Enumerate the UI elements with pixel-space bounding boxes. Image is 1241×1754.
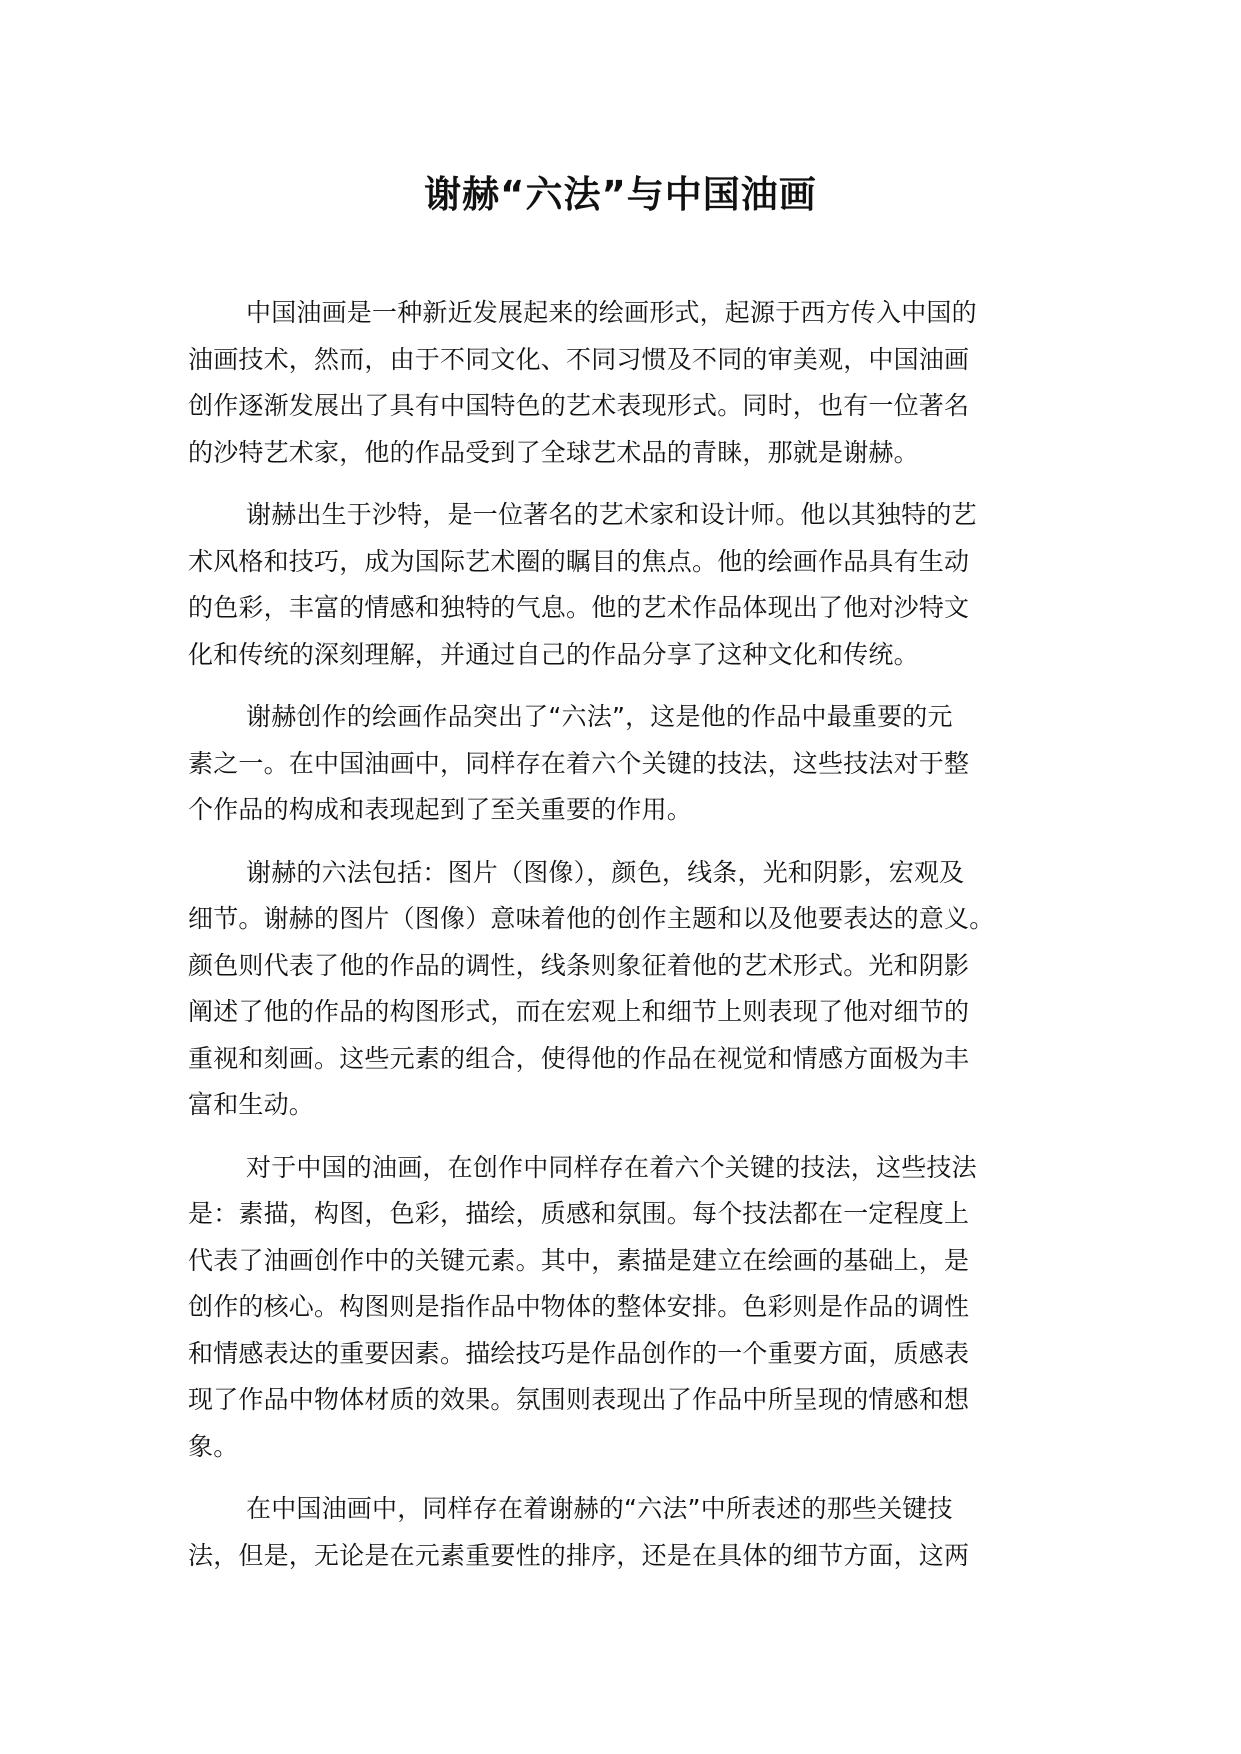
paragraph-line: 是：素描，构图，色彩，描绘，质感和氛围。每个技法都在一定程度上 [188,1199,970,1228]
paragraph-line: 阐述了他的作品的构图形式，而在宏观上和细节上则表现了他对细节的 [188,997,970,1026]
paragraph-line: 的色彩，丰富的情感和独特的气息。他的艺术作品体现出了他对沙特文 [188,593,970,622]
paragraph-line: 的沙特艺术家，他的作品受到了全球艺术品的青睐，那就是谢赫。 [188,437,919,467]
paragraph-line: 创作逐渐发展出了具有中国特色的艺术表现形式。同时，也有一位著名 [188,391,970,420]
paragraph [188,694,1068,834]
document-body [188,290,1068,1595]
paragraph-line: 创作的核心。构图则是指作品中物体的整体安排。色彩则是作品的调性 [188,1292,970,1321]
paragraph-line: 法，但是，无论是在元素重要性的排序，还是在具体的细节方面，这两 [188,1540,970,1570]
paragraph [188,492,1068,678]
paragraph-line: 素之一。在中国油画中，同样存在着六个关键的技法，这些技法对于整 [188,748,970,778]
paragraph-line: 和情感表达的重要因素。描绘技巧是作品创作的一个重要方面，质感表 [188,1338,970,1368]
paragraph-line: 象。 [188,1431,239,1461]
paragraph [188,850,1068,1129]
paragraph [188,290,1068,476]
document-title: 谢赫“六法”与中国油画 [424,173,817,216]
paragraph-line: 油画技术，然而，由于不同文化、不同习惯及不同的审美观，中国油画 [188,344,970,374]
paragraph-line: 富和生动。 [188,1090,315,1119]
paragraph-line: 细节。谢赫的图片（图像）意味着他的创作主题和以及他要表达的意义。 [188,904,995,933]
paragraph-line: 在中国油画中，同样存在着谢赫的“六法”中所表述的那些关键技 [246,1494,953,1523]
paragraph-line: 现了作品中物体材质的效果。氛围则表现出了作品中所呈现的情感和想 [188,1385,970,1414]
paragraph [188,1145,1068,1471]
paragraph-line: 对于中国的油画，在创作中同样存在着六个关键的技法，这些技法 [246,1152,977,1182]
paragraph-line: 代表了油画创作中的关键元素。其中，素描是建立在绘画的基础上，是 [188,1245,970,1275]
paragraph-line: 谢赫创作的绘画作品突出了“六法”，这是他的作品中最重要的元 [246,702,953,731]
paragraph-line: 中国油画是一种新近发展起来的绘画形式，起源于西方传入中国的 [246,298,977,327]
paragraph-line: 谢赫出生于沙特，是一位著名的艺术家和设计师。他以其独特的艺 [246,500,977,529]
paragraph [188,1486,1068,1579]
paragraph-line: 谢赫的六法包括：图片（图像），颜色，线条，光和阴影，宏观及 [246,857,965,887]
paragraph-line: 重视和刻画。这些元素的组合，使得他的作品在视觉和情感方面极为丰 [188,1043,970,1073]
paragraph-line: 术风格和技巧，成为国际艺术圈的瞩目的焦点。他的绘画作品具有生动 [188,546,970,576]
paragraph-line: 个作品的构成和表现起到了至关重要的作用。 [188,795,693,824]
paragraph-line: 颜色则代表了他的作品的调性，线条则象征着他的艺术形式。光和阴影 [188,950,970,980]
paragraph-line: 化和传统的深刻理解，并通过自己的作品分享了这种文化和传统。 [188,639,919,669]
